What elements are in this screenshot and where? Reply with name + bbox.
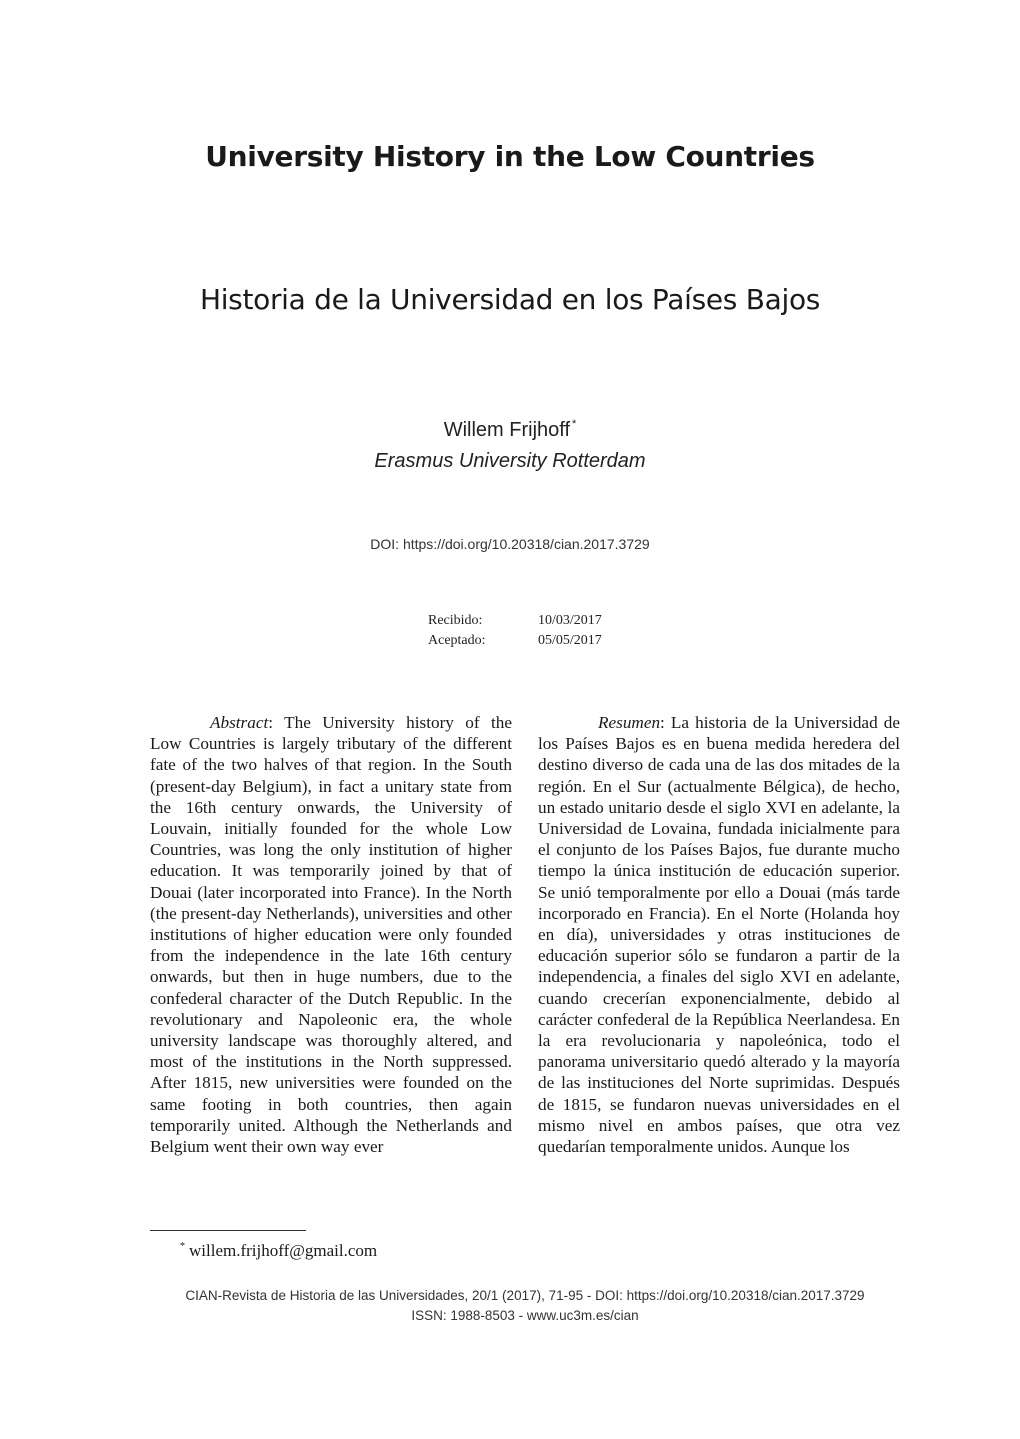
received-label: Recibido: xyxy=(428,613,483,628)
journal-issn: ISSN: 1988-8503 - www.uc3m.es/cian xyxy=(411,1308,639,1323)
accepted-row xyxy=(428,631,602,651)
received-row xyxy=(428,611,602,631)
resumen-text: : La historia de la Universidad de los Países Bajos es en buena medida heredera del destino diverso de cada una de las dos mitades de la región. En el Sur (actualmente Bélgica), de hecho, un estado unitario desde el siglo XVI en adelante, la Universidad de Lovaina, fundada inicialmente para el conjunto de los Países Bajos, fue durante mucho tiempo la única institución de educación superior. Se unió temporalmente por ello a Douai (más tarde incorporado en Francia). En el Norte (Holanda hoy en día), universidades y otras instituciones de educación superior sólo se fundaron a partir de la independencia, a finales del siglo XVI en adelante, cuando crecerían exponencialmente, debido al carácter confederal de la República Neerlandesa. En la era revolucionaria y napoleónica, todo el panorama universitario quedó alterado y la mayoría de las instituciones del Norte suprimidas. Después de 1815, se fundaron nuevas universidades en el mismo nivel en ambos países, que otra vez quedarían temporalmente unidos. Aunque los xyxy=(538,713,900,1157)
accepted-value: 05/05/2017 xyxy=(538,633,602,648)
footnote xyxy=(180,1241,377,1261)
resumen-label: Resumen xyxy=(598,713,661,732)
footnote-email[interactable]: willem.frijhoff@gmail.com xyxy=(189,1241,378,1260)
abstract-paragraph xyxy=(150,712,512,1157)
journal-footer xyxy=(0,1286,1020,1326)
abstract-text: : The University history of the Low Countries is largely tributary of the different fate of the two halves of that region. In the South (present-day Belgium), in fact a unitary state from the 16th century onwards, the University of Louvain, initially founded for the whole Low Countries, was long the only institution of higher education. It was temporarily joined by that of Douai (later incorporated into France). In the North (the present-day Netherlands), universities and other institutions of higher education were only founded from the independence in the late 16th century onwards, but then in huge numbers, due to the confederal character of the Dutch Republic. In the revolutionary and Napoleonic era, the whole university landscape was thoroughly altered, and most of the institutions in the North suppressed. After 1815, new universities were founded on the same footing in both countries, then again temporarily united. Although the Netherlands and Belgium went their own way ever xyxy=(150,713,512,1157)
title-english: University History in the Low Countries xyxy=(205,140,815,173)
doi-line[interactable]: DOI: https://doi.org/10.20318/cian.2017.3729 xyxy=(370,536,650,552)
footnote-mark: * xyxy=(180,1241,185,1252)
author-name: Willem Frijhoff xyxy=(443,419,571,441)
author-line xyxy=(0,418,1020,442)
accepted-label: Aceptado: xyxy=(428,633,486,648)
received-value: 10/03/2017 xyxy=(538,613,602,628)
footnote-divider xyxy=(150,1230,306,1231)
dates-block xyxy=(428,611,602,651)
journal-citation: CIAN-Revista de Historia de las Universidades, 20/1 (2017), 71-95 - DOI: https://doi.org/10.20318/cian.2017.3729 xyxy=(185,1288,865,1303)
author-affiliation: Erasmus University Rotterdam xyxy=(374,450,646,472)
abstract-label: Abstract xyxy=(210,713,269,732)
title-spanish: Historia de la Universidad en los Países Bajos xyxy=(199,283,821,316)
resumen-paragraph xyxy=(538,712,900,1157)
resumen-column xyxy=(538,712,900,1157)
abstract-column xyxy=(150,712,512,1157)
author-footnote-mark[interactable]: * xyxy=(572,418,577,430)
